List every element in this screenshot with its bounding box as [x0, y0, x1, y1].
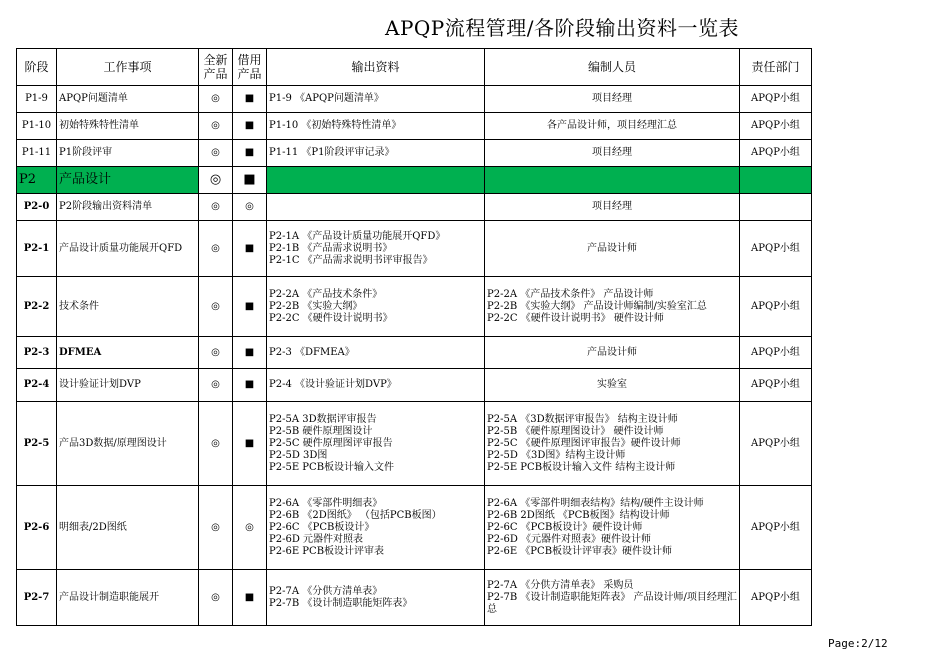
cell-work: P2阶段输出资料清单 — [57, 194, 199, 221]
cell-borrow: ■ — [233, 402, 267, 486]
cell-output: P1-9 《APQP问题清单》 — [267, 86, 485, 113]
header-new-product: 全新 产品 — [199, 49, 233, 86]
cell-editor — [485, 167, 740, 194]
cell-output: P2-5A 3D数据评审报告 P2-5B 硬件原理图设计 P2-5C 硬件原理图评审报告 P2-5D 3D图 P2-5E PCB板设计输入文件 — [267, 402, 485, 486]
header-dept: 责任部门 — [740, 49, 812, 86]
cell-borrow: ■ — [233, 337, 267, 369]
cell-work: DFMEA — [57, 337, 199, 369]
cell-dept: APQP小组 — [740, 140, 812, 167]
cell-new: ◎ — [199, 402, 233, 486]
cell-new: ◎ — [199, 140, 233, 167]
cell-stage: P2-5 — [17, 402, 57, 486]
cell-dept: APQP小组 — [740, 86, 812, 113]
cell-output: P2-1A 《产品设计质量功能展开QFD》 P2-1B 《产品需求说明书》 P2-1C 《产品需求说明书评审报告》 — [267, 221, 485, 277]
cell-new: ◎ — [199, 194, 233, 221]
cell-stage: P2-4 — [17, 369, 57, 402]
cell-dept: APQP小组 — [740, 570, 812, 626]
header-work: 工作事项 — [57, 49, 199, 86]
cell-new: ◎ — [199, 221, 233, 277]
header-borrow-product: 借用 产品 — [233, 49, 267, 86]
cell-editor: 产品设计师 — [485, 337, 740, 369]
cell-work: 初始特殊特性清单 — [57, 113, 199, 140]
cell-borrow: ■ — [233, 113, 267, 140]
cell-editor: 项目经理 — [485, 194, 740, 221]
cell-dept: APQP小组 — [740, 277, 812, 337]
cell-editor: P2-6A 《零部件明细表结构》结构/硬件主设计师 P2-6B 2D图纸 《PCB板图》结构设计师 P2-6C 《PCB板设计》硬件设计师 P2-6D 《元器件对照表》硬件设计师 P2-6E 《PCB板设计评审表》硬件设计师 — [485, 486, 740, 570]
cell-dept: APQP小组 — [740, 337, 812, 369]
cell-editor: 各产品设计师，项目经理汇总 — [485, 113, 740, 140]
cell-work: 产品设计质量功能展开QFD — [57, 221, 199, 277]
phase-row-p2 — [17, 167, 812, 194]
cell-work: 产品3D数据/原理图设计 — [57, 402, 199, 486]
table-row — [17, 194, 812, 221]
table-row — [17, 369, 812, 402]
cell-stage: P1-11 — [17, 140, 57, 167]
cell-dept — [740, 194, 812, 221]
cell-new: ◎ — [199, 570, 233, 626]
cell-output: P2-4 《设计验证计划DVP》 — [267, 369, 485, 402]
cell-editor: 项目经理 — [485, 140, 740, 167]
cell-work: 产品设计 — [57, 167, 199, 194]
page-number: Page:2/12 — [828, 637, 888, 650]
cell-dept: APQP小组 — [740, 113, 812, 140]
cell-editor: 实验室 — [485, 369, 740, 402]
cell-editor: P2-2A 《产品技术条件》 产品设计师 P2-2B 《实验大纲》 产品设计师编制/实验室汇总 P2-2C 《硬件设计说明书》 硬件设计师 — [485, 277, 740, 337]
cell-editor: 项目经理 — [485, 86, 740, 113]
header-row — [17, 49, 812, 86]
cell-work: 明细表/2D图纸 — [57, 486, 199, 570]
header-editor: 编制人员 — [485, 49, 740, 86]
cell-borrow: ■ — [233, 140, 267, 167]
document-title: APQP流程管理/各阶段输出资料一览表 — [385, 16, 739, 40]
cell-new: ◎ — [199, 277, 233, 337]
cell-new: ◎ — [199, 486, 233, 570]
cell-borrow: ■ — [233, 570, 267, 626]
table-row — [17, 277, 812, 337]
cell-stage: P2-1 — [17, 221, 57, 277]
table-row — [17, 486, 812, 570]
cell-stage: P1-9 — [17, 86, 57, 113]
cell-borrow: ◎ — [233, 194, 267, 221]
cell-editor: 产品设计师 — [485, 221, 740, 277]
cell-output: P1-10 《初始特殊特性清单》 — [267, 113, 485, 140]
cell-dept — [740, 167, 812, 194]
table-row — [17, 140, 812, 167]
cell-new: ◎ — [199, 337, 233, 369]
cell-stage: P2-0 — [17, 194, 57, 221]
cell-work: 技术条件 — [57, 277, 199, 337]
cell-stage: P2 — [17, 167, 57, 194]
cell-dept: APQP小组 — [740, 369, 812, 402]
cell-stage: P2-3 — [17, 337, 57, 369]
table-row — [17, 221, 812, 277]
cell-borrow: ■ — [233, 277, 267, 337]
cell-new: ◎ — [199, 113, 233, 140]
cell-work: P1阶段评审 — [57, 140, 199, 167]
cell-dept: APQP小组 — [740, 486, 812, 570]
cell-borrow: ◎ — [233, 486, 267, 570]
cell-new: ◎ — [199, 86, 233, 113]
cell-editor: P2-5A 《3D数据评审报告》 结构主设计师 P2-5B 《硬件原理图设计》 硬件设计师 P2-5C 《硬件原理图评审报告》硬件设计师 P2-5D 《3D图》结构主设计师 P2-5E PCB板设计输入文件 结构主设计师 — [485, 402, 740, 486]
cell-output: P1-11 《P1阶段评审记录》 — [267, 140, 485, 167]
cell-stage: P2-7 — [17, 570, 57, 626]
table-row — [17, 570, 812, 626]
table-row — [17, 402, 812, 486]
cell-output: P2-2A 《产品技术条件》 P2-2B 《实验大纲》 P2-2C 《硬件设计说明书》 — [267, 277, 485, 337]
cell-borrow: ■ — [233, 86, 267, 113]
cell-editor: P2-7A 《分供方清单表》 采购员 P2-7B 《设计制造职能矩阵表》 产品设计师/项目经理汇总 — [485, 570, 740, 626]
cell-borrow: ■ — [233, 369, 267, 402]
cell-output — [267, 194, 485, 221]
cell-new: ◎ — [199, 167, 233, 194]
cell-borrow: ■ — [233, 221, 267, 277]
header-stage: 阶段 — [17, 49, 57, 86]
table-row — [17, 86, 812, 113]
cell-stage: P2-6 — [17, 486, 57, 570]
cell-work: 产品设计制造职能展开 — [57, 570, 199, 626]
header-output: 输出资料 — [267, 49, 485, 86]
cell-stage: P1-10 — [17, 113, 57, 140]
cell-borrow: ■ — [233, 167, 267, 194]
cell-dept: APQP小组 — [740, 221, 812, 277]
cell-work: APQP问题清单 — [57, 86, 199, 113]
table-row — [17, 337, 812, 369]
cell-output: P2-3 《DFMEA》 — [267, 337, 485, 369]
cell-new: ◎ — [199, 369, 233, 402]
cell-output: P2-6A 《零部件明细表》 P2-6B 《2D图纸》 （包括PCB板图） P2-6C 《PCB板设计》 P2-6D 元器件对照表 P2-6E PCB板设计评审表 — [267, 486, 485, 570]
cell-dept: APQP小组 — [740, 402, 812, 486]
cell-stage: P2-2 — [17, 277, 57, 337]
table-row — [17, 113, 812, 140]
cell-work: 设计验证计划DVP — [57, 369, 199, 402]
apqp-output-table — [16, 48, 812, 626]
cell-output — [267, 167, 485, 194]
cell-output: P2-7A 《分供方清单表》 P2-7B 《设计制造职能矩阵表》 — [267, 570, 485, 626]
